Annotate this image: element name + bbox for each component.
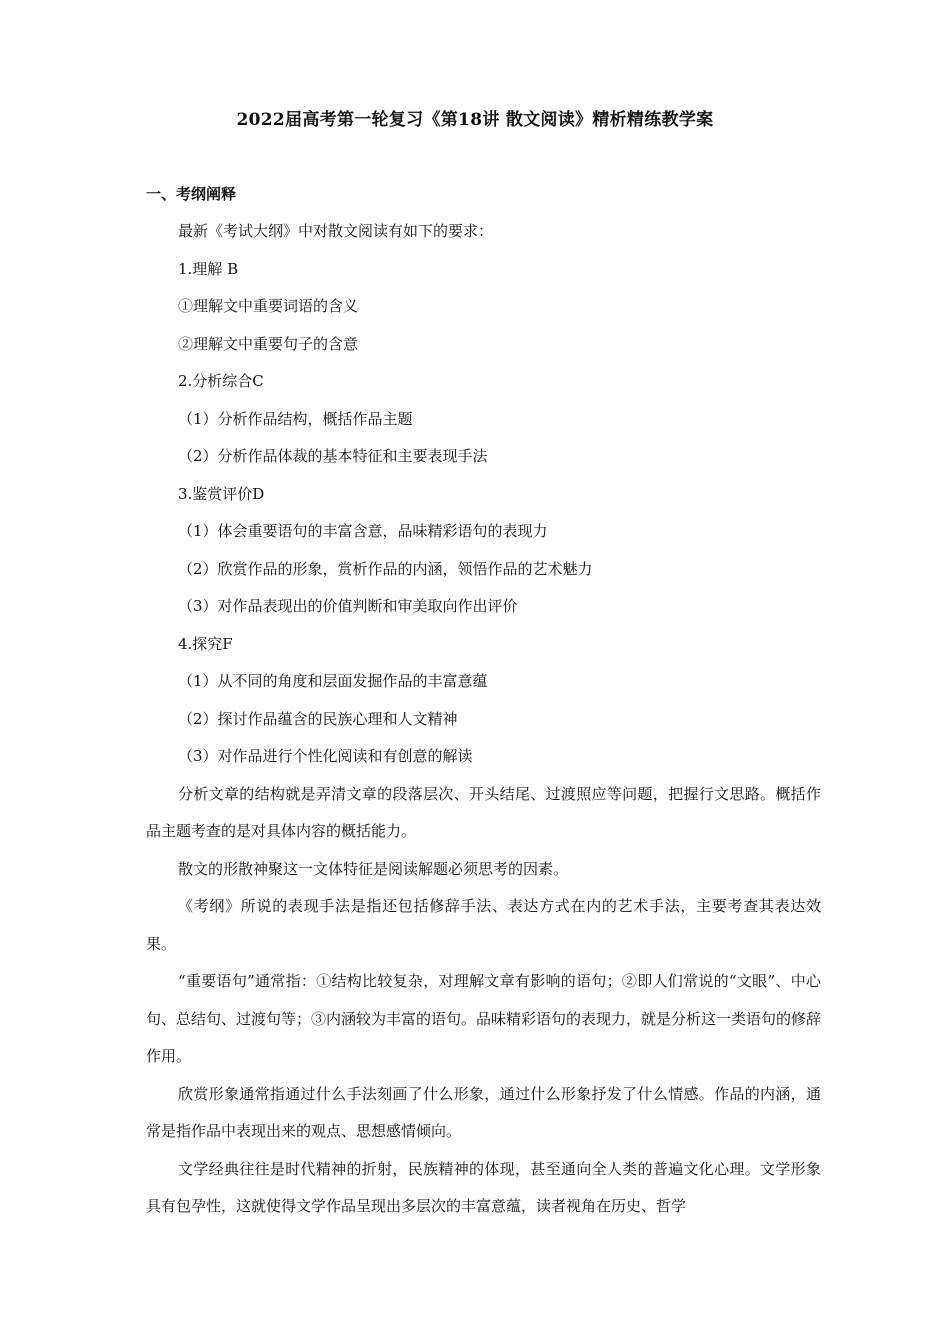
text-line: （1）分析作品结构，概括作品主题: [178, 409, 413, 428]
paragraph: 散文的形散神聚这一文体特征是阅读解题必须思考的因素。: [178, 859, 569, 878]
text-line: （2）欣赏作品的形象，赏析作品的内涵，领悟作品的艺术魅力: [178, 559, 593, 578]
paragraph: 分析文章的结构就是弄清文章的段落层次、开头结尾、过渡照应等问题，把握行文思路。概括作品主题考查的是对具体内容的概括能力。: [146, 784, 821, 840]
text-line: （3）对作品表现出的价值判断和审美取向作出评价: [178, 597, 518, 615]
text-line: 4.探究F: [178, 634, 233, 653]
text-line: （2）探讨作品蕴含的民族心理和人文精神: [178, 709, 458, 728]
text-line: 1.理解 B: [178, 259, 239, 278]
text-line: ②理解文中重要句子的含意: [178, 334, 359, 353]
text-line: （1）体会重要语句的丰富含意，品味精彩语句的表现力: [178, 522, 548, 540]
paragraph: “重要语句”通常指：①结构比较复杂，对理解文章有影响的语句；②即人们常说的“文眼”、中心句、总结句、过渡句等；③内涵较为丰富的语句。品味精彩语句的表现力，就是分析这一类语句的修辞作用。: [146, 972, 822, 1065]
text-line: （2）分析作品体裁的基本特征和主要表现手法: [178, 447, 488, 465]
paragraph: 《考纲》所说的表现手法是指还包括修辞手法、表达方式在内的艺术手法，主要考查其表达效果。: [146, 897, 821, 953]
document-title: 2022届高考第一轮复习《第18讲 散文阅读》精析精练教学案: [236, 110, 714, 130]
text-line: 2.分析综合C: [178, 372, 264, 390]
document-body: [146, 213, 821, 1226]
section-heading: 一、考纲阐释: [146, 185, 237, 203]
paragraph: 欣赏形象通常指通过什么手法刻画了什么形象，通过什么形象抒发了什么情感。作品的内涵，通常是指作品中表现出来的观点、思想感情倾向。: [146, 1084, 821, 1140]
text-line: （3）对作品进行个性化阅读和有创意的解读: [178, 747, 473, 765]
text-line: 3.鉴赏评价D: [178, 484, 265, 503]
text-line: （1）从不同的角度和层面发掘作品的丰富意蕴: [178, 672, 488, 690]
paragraph: 文学经典往往是时代精神的折射，民族精神的体现，甚至通向全人类的普遍文化心理。文学形象具有包孕性，这就使得文学作品呈现出多层次的丰富意蕴，读者视角在历史、哲学: [146, 1159, 821, 1215]
text-line: 最新《考试大纲》中对散文阅读有如下的要求：: [178, 222, 494, 240]
text-line: ①理解文中重要词语的含义: [178, 297, 359, 315]
